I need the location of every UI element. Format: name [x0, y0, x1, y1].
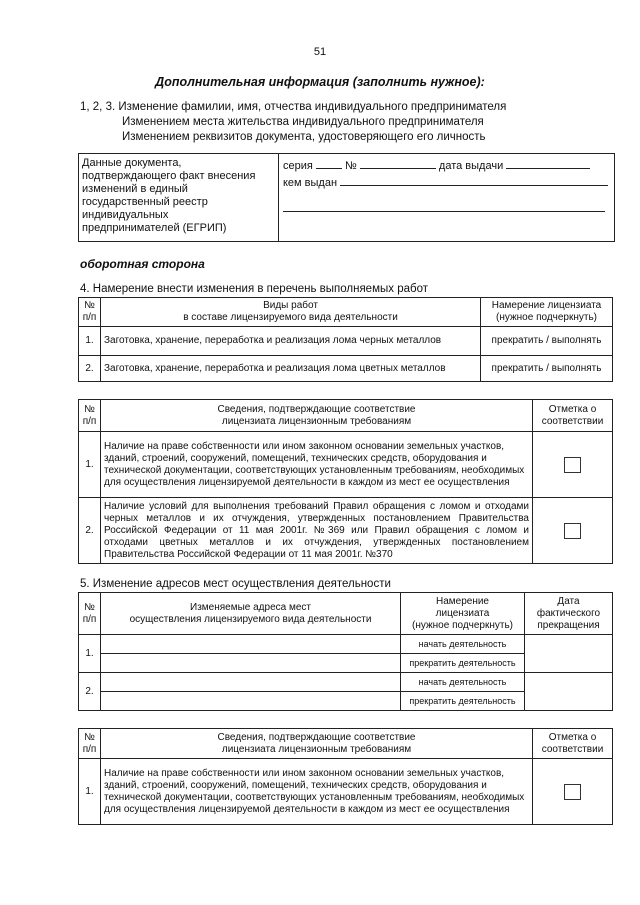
compliance1-header-num [79, 400, 101, 432]
row-number: 1. [79, 759, 101, 825]
issued-by-label: кем выдан [283, 177, 338, 189]
section5-header-num [79, 593, 101, 635]
compliance-mark-cell [533, 432, 613, 498]
compliance-checkbox[interactable] [564, 784, 581, 800]
doc-label-line: индивидуальных [82, 209, 169, 221]
number-label: № [344, 160, 357, 172]
intro-line-2: Изменением места жительства индивидуального предпринимателя [122, 116, 484, 128]
issue-date-label: дата выдачи [438, 160, 504, 172]
issued-by-field[interactable] [340, 174, 608, 186]
table-row [79, 673, 613, 692]
doc-label-line: подтверждающего факт внесения [82, 170, 256, 182]
page-heading: Дополнительная информация (заполнить нужное): [155, 75, 485, 89]
header-text: № [84, 731, 95, 743]
doc-label-line: государственный реестр [82, 196, 208, 208]
work-type: Заготовка, хранение, переработка и реализация лома черных металлов [101, 327, 481, 356]
header-text: Отметка о [548, 731, 597, 743]
section5-header-intent [401, 593, 525, 635]
row-number: 2. [79, 673, 101, 711]
section5-header-date [525, 593, 613, 635]
row-number: 2. [79, 498, 101, 564]
stop-activity-option[interactable]: прекратить деятельность [401, 654, 525, 673]
header-text: в составе лицензируемого вида деятельности [183, 312, 398, 323]
header-text: соответствии [541, 415, 604, 427]
page-number: 51 [313, 46, 327, 58]
section4-header-works [101, 298, 481, 327]
issue-date-field[interactable] [506, 157, 590, 169]
header-text: лицензиата лицензионным требованиям [221, 415, 412, 427]
intent-options[interactable]: прекратить / выполнять [481, 327, 613, 356]
section5-title: 5. Изменение адресов мест осуществления деятельности [80, 578, 391, 590]
section4-header-num [79, 298, 101, 327]
header-text: Намерение лицензиата [491, 300, 602, 311]
header-text: п/п [82, 743, 97, 755]
header-text: соответствии [541, 743, 604, 755]
intro-line-1: 1, 2, 3. Изменение фамилии, имя, отчества индивидуального предпринимателя [80, 101, 507, 113]
header-text: № [84, 403, 95, 415]
doc-label-line: предпринимателей (ЕГРИП) [82, 222, 227, 234]
table-row [79, 498, 613, 564]
table-row [79, 327, 613, 356]
compliance-text: Наличие на праве собственности или ином законном основании земельных участков, зданий, строений, сооружений, помещений, технических средств, оборудования и технической документации, соответствующих установленным требованиям, необходимых для осуществления лицензируемой деятельности в каждом из мест ее осуществления [101, 759, 533, 825]
compliance2-header-info [101, 729, 533, 759]
stop-date-field[interactable] [525, 635, 613, 673]
compliance2-header-mark [533, 729, 613, 759]
header-text: (нужное подчеркнуть) [411, 619, 514, 631]
seria-field[interactable] [316, 157, 342, 169]
table-row [79, 759, 613, 825]
header-text: Дата [557, 595, 580, 607]
intent-options[interactable]: прекратить / выполнять [481, 356, 613, 382]
doc-label-line: изменений в единый [82, 183, 188, 195]
compliance-mark-cell [533, 498, 613, 564]
header-text: Виды работ [263, 300, 318, 311]
compliance-text: Наличие на праве собственности или ином законном основании земельных участков, зданий, строений, сооружений, помещений, технических средств, оборудования и технической документации, соответствующих установленным требованиям, необходимых для осуществления лицензируемой деятельности в каждом из мест ее осуществления [101, 432, 533, 498]
header-text: лицензиата [435, 607, 490, 619]
section5-table [78, 592, 613, 711]
stop-date-field[interactable] [525, 673, 613, 711]
row-number: 1. [79, 432, 101, 498]
document-data-fields [279, 154, 615, 242]
compliance-mark-cell [533, 759, 613, 825]
header-text: п/п [82, 415, 97, 427]
section4-table [78, 297, 613, 382]
table-row [79, 356, 613, 382]
start-activity-option[interactable]: начать деятельность [401, 673, 525, 692]
doc-label-line: Данные документа, [82, 157, 182, 169]
number-field[interactable] [360, 157, 436, 169]
start-activity-option[interactable]: начать деятельность [401, 635, 525, 654]
compliance-checkbox[interactable] [564, 457, 581, 473]
issued-by-field-continued[interactable] [283, 200, 605, 212]
compliance-text: Наличие условий для выполнения требований Правил обращения с ломом и отходами черных металлов и их отчуждения, утвержденных постановлением Правительства Российской Федерации от 11 мая 2001г. №369 или Правил обращения с ломом и отходами цветных металлов и их отчуждения, утвержденных постановлением Правительства Российской Федерации от 11 мая 2001г. №370 [101, 498, 533, 564]
address-field[interactable] [101, 654, 401, 673]
section5-header-addr [101, 593, 401, 635]
section4-header-intent [481, 298, 613, 327]
intro-line-3: Изменением реквизитов документа, удостоверяющего его личность [122, 131, 486, 143]
compliance-table-2 [78, 728, 613, 825]
work-type: Заготовка, хранение, переработка и реализация лома цветных металлов [101, 356, 481, 382]
header-text: Сведения, подтверждающие соответствие [217, 403, 416, 415]
compliance-table-1 [78, 399, 613, 564]
header-text: фактического [536, 607, 601, 619]
header-text: № [84, 300, 95, 311]
address-field[interactable] [101, 673, 401, 692]
compliance2-header-num [79, 729, 101, 759]
table-row [79, 635, 613, 654]
header-text: № [84, 601, 95, 613]
header-text: Отметка о [548, 403, 597, 415]
header-text: п/п [82, 312, 97, 323]
header-text: Сведения, подтверждающие соответствие [217, 731, 416, 743]
header-text: лицензиата лицензионным требованиям [221, 743, 412, 755]
compliance-checkbox[interactable] [564, 523, 581, 539]
header-text: Изменяемые адреса мест [190, 601, 311, 613]
address-field[interactable] [101, 635, 401, 654]
table-row [79, 432, 613, 498]
section4-title: 4. Намерение внести изменения в перечень выполняемых работ [80, 283, 428, 295]
reverse-side-title: оборотная сторона [80, 257, 205, 271]
header-text: осуществления лицензируемого вида деятельности [129, 613, 372, 625]
compliance1-header-info [101, 400, 533, 432]
stop-activity-option[interactable]: прекратить деятельность [401, 692, 525, 711]
seria-label: серия [283, 160, 313, 172]
document-data-label [79, 154, 279, 242]
header-text: прекращения [537, 619, 600, 631]
header-text: (нужное подчеркнуть) [495, 312, 598, 323]
row-number: 1. [79, 327, 101, 356]
header-text: п/п [82, 613, 97, 625]
compliance1-header-mark [533, 400, 613, 432]
row-number: 1. [79, 635, 101, 673]
address-field[interactable] [101, 692, 401, 711]
row-number: 2. [79, 356, 101, 382]
document-data-table [78, 153, 615, 242]
header-text: Намерение [435, 595, 489, 607]
